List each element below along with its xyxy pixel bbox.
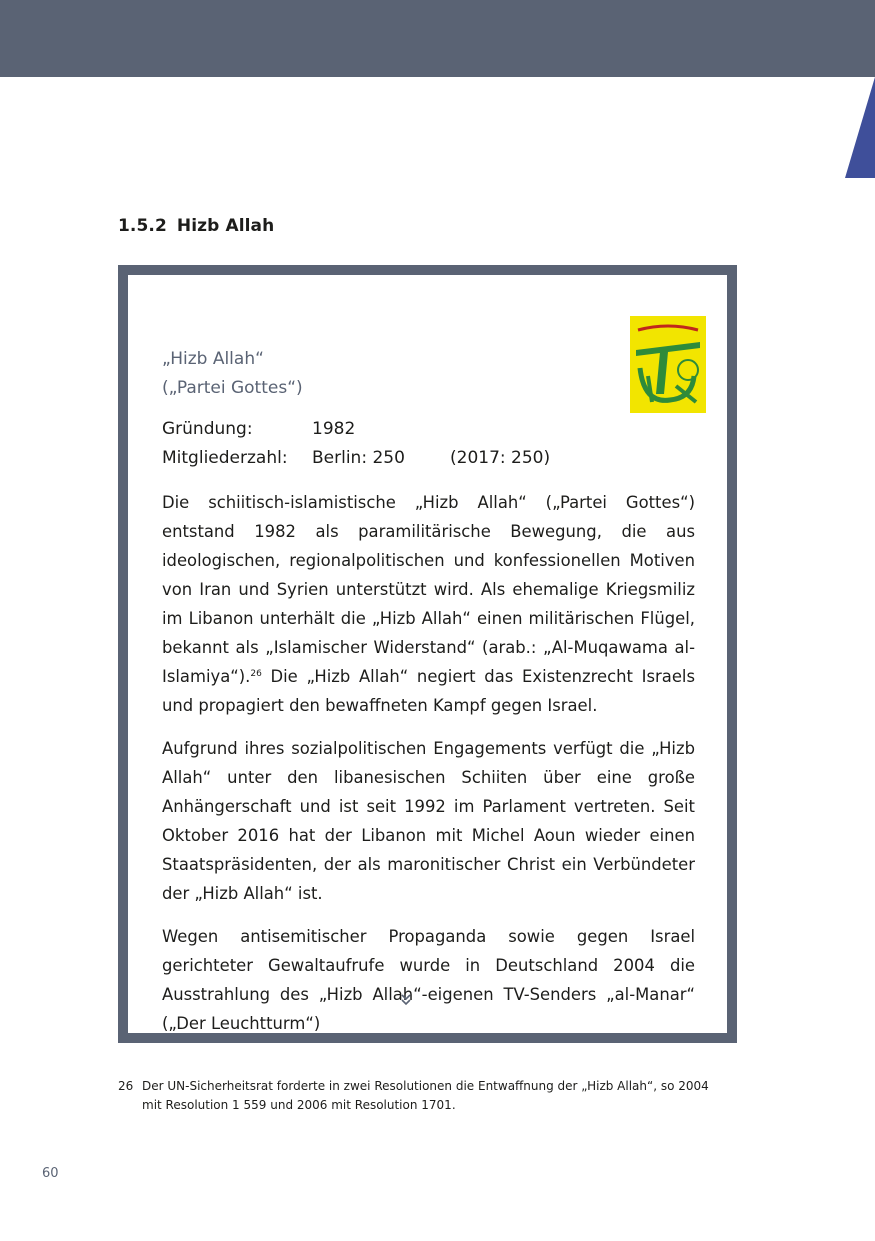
members-label: Mitgliederzahl: <box>162 448 288 468</box>
paragraph: Aufgrund ihres sozialpolitischen Engagements verfügt die „Hizb Allah“ unter den libanesischen Schiiten über eine große Anhängerschaft und ist seit 1992 im Parlament vertreten. Seit Oktober 2016 hat der Libanon mit Michel Aoun wieder einen Staatspräsidenten, der als maronitischer Christ ein Verbündeter der „Hizb Allah“ ist. <box>162 739 695 903</box>
footnote-reference[interactable]: 26 <box>250 669 262 679</box>
info-box-content <box>128 275 727 1033</box>
organization-name <box>162 345 303 403</box>
footnote <box>118 1077 718 1115</box>
organization-name-line2: („Partei Gottes“) <box>162 378 303 398</box>
founded-label: Gründung: <box>162 419 253 439</box>
footnote-number: 26 <box>118 1079 134 1093</box>
header-bar <box>0 0 875 77</box>
section-title: Hizb Allah <box>176 216 275 236</box>
paragraph: Wegen antisemitischer Propaganda sowie gegen Israel gerichteter Gewaltaufrufe wurde in Deutschland 2004 die Ausstrahlung des „Hizb Allah“-eigenen TV-Senders „al-Manar“ („Der Leuchtturm“) <box>162 927 695 1033</box>
fact-row-founded <box>162 415 550 444</box>
members-value: Berlin: 250 <box>312 448 405 468</box>
members-previous: (2017: 250) <box>450 448 551 468</box>
section-heading <box>118 216 274 236</box>
facts-table <box>162 415 550 473</box>
fact-row-members <box>162 444 550 473</box>
organization-name-line1: „Hizb Allah“ <box>162 349 264 369</box>
founded-value: 1982 <box>312 419 356 439</box>
footnote-text: Der UN-Sicherheitsrat forderte in zwei Resolutionen die Entwaffnung der „Hizb Allah“, so 2004 mit Resolution 1 559 und 2006 mit Resolution 1701. <box>142 1079 709 1112</box>
page-number: 60 <box>42 1166 59 1181</box>
corner-tab-marker <box>845 77 875 178</box>
hizb-allah-flag-icon <box>630 316 706 413</box>
info-box <box>118 265 737 1043</box>
section-number: 1.5.2 <box>118 216 167 236</box>
paragraph: Die schiitisch-islamistische „Hizb Allah“ („Partei Gottes“) entstand 1982 als paramilitärische Bewegung, die aus ideologischen, regionalpolitischen und konfessionellen Motiven von Iran und Syrien unterstützt wird. Als ehemalige Kriegsmiliz im Libanon unterhält die „Hizb Allah“ einen militärischen Flügel, bekannt als „Islamischer Widerstand“ (arab.: „Al-Muqawama al-Islamiya“).$^{26}$ Die „Hizb Allah“ negiert das Existenzrecht Israels und propagiert den bewaffneten Kampf gegen Israel. <box>162 493 695 715</box>
body-text <box>162 488 695 1052</box>
double-chevron-down-icon[interactable] <box>399 993 413 1007</box>
